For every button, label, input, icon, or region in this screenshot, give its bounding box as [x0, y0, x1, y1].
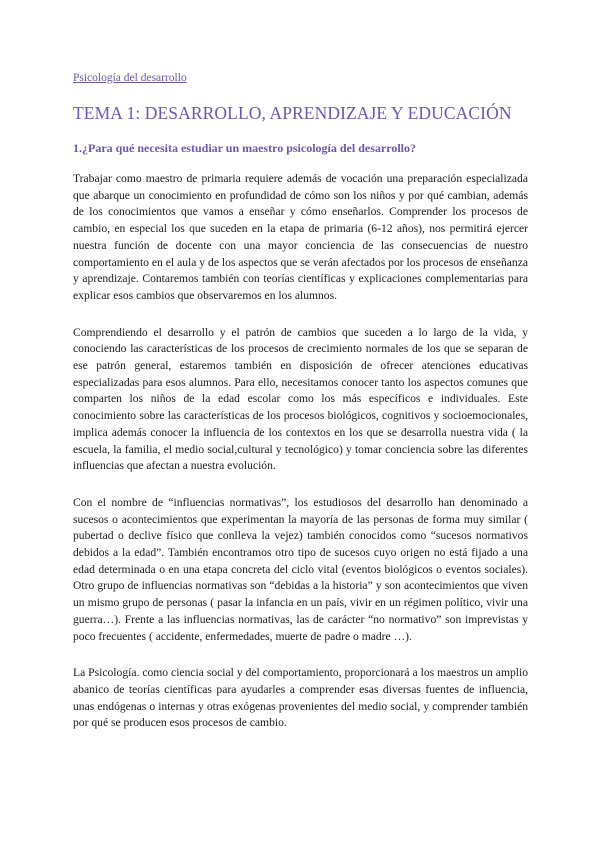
page-title: TEMA 1: DESARROLLO, APRENDIZAJE Y EDUCACIÓN	[73, 103, 512, 123]
paragraph-2: Comprendiendo el desarrollo y el patrón de cambios que suceden a lo largo de la vida, y conociendo las características de los procesos de crecimiento normales de los que se separan de ese patrón general, estaremos también en disposición de ofrecer atenciones educativas especializadas para esos alumnos. Para ello, necesitamos conocer tanto los aspectos comunes que comparten los niños de la edad escolar como los más específicos e individuales. Este conocimiento sobre las características de los procesos biológicos, cognitivos y socioemocionales, implica además conocer la influencia de los contextos en los que se desarrolla nuestra vida ( la escuela, la familia, el medio social,cultural y tecnológico) y tomar conciencia sobre las diferentes influencias que afectan a nuestra evolución.	[73, 325, 528, 473]
paragraph-3: Con el nombre de “influencias normativas”, los estudiosos del desarrollo han denominado a sucesos o acontecimientos que experimentan la mayoría de las personas de forma muy similar ( pubertad o declive físico que conlleva la vejez) también conocidos como “sucesos normativos debidos a la edad”. También encontramos otro tipo de sucesos cuyo origen no está fijado a una edad determinada o en una etapa concreta del ciclo vital (eventos biológicos o eventos sociales). Otro grupo de influencias normativas son “debidas a la historia” y son acontecimientos que viven un mismo grupo de personas ( pasar la infancia en un país, vivir en un régimen político, vivir una guerra…). Frente a las influencias normativas, las de carácter “no normativo” son imprevistas y poco frecuentes ( accidente, enfermedades, muerte de padre o madre …).	[73, 495, 528, 643]
paragraph-1: Trabajar como maestro de primaria requiere además de vocación una preparación especializada que abarque un conocimiento en profundidad de cómo son los niños y por qué cambian, además de los conocimientos que vamos a enseñar y cómo enseñarlos. Comprender los procesos de cambio, en especial los que suceden en la etapa de primaria (6-12 años), nos permitirá ejercer nuestra función de docente con una mayor conciencia de las consecuencias de nuestro comportamiento en el aula y de los aspectos que se verán afectados por los procesos de enseñanza y aprendizaje. Contaremos también con teorías científicas y explicaciones complementarias para explicar esos cambios que observaremos en los alumnos.	[73, 172, 528, 302]
document-page	[73, 70, 528, 752]
section-question: 1.¿Para qué necesita estudiar un maestro psicología del desarrollo?	[73, 141, 416, 155]
subject-link[interactable]: Psicología del desarrollo	[73, 72, 187, 84]
paragraph-4: La Psicología. como ciencia social y del comportamiento, proporcionará a los maestros un amplio abanico de teorías científicas para ayudarles a comprender esas diversas fuentes de influencia, unas endógenas o internas y otras exógenas provenientes del medio social, y comprender también por qué se producen esos procesos de cambio.	[73, 666, 528, 730]
